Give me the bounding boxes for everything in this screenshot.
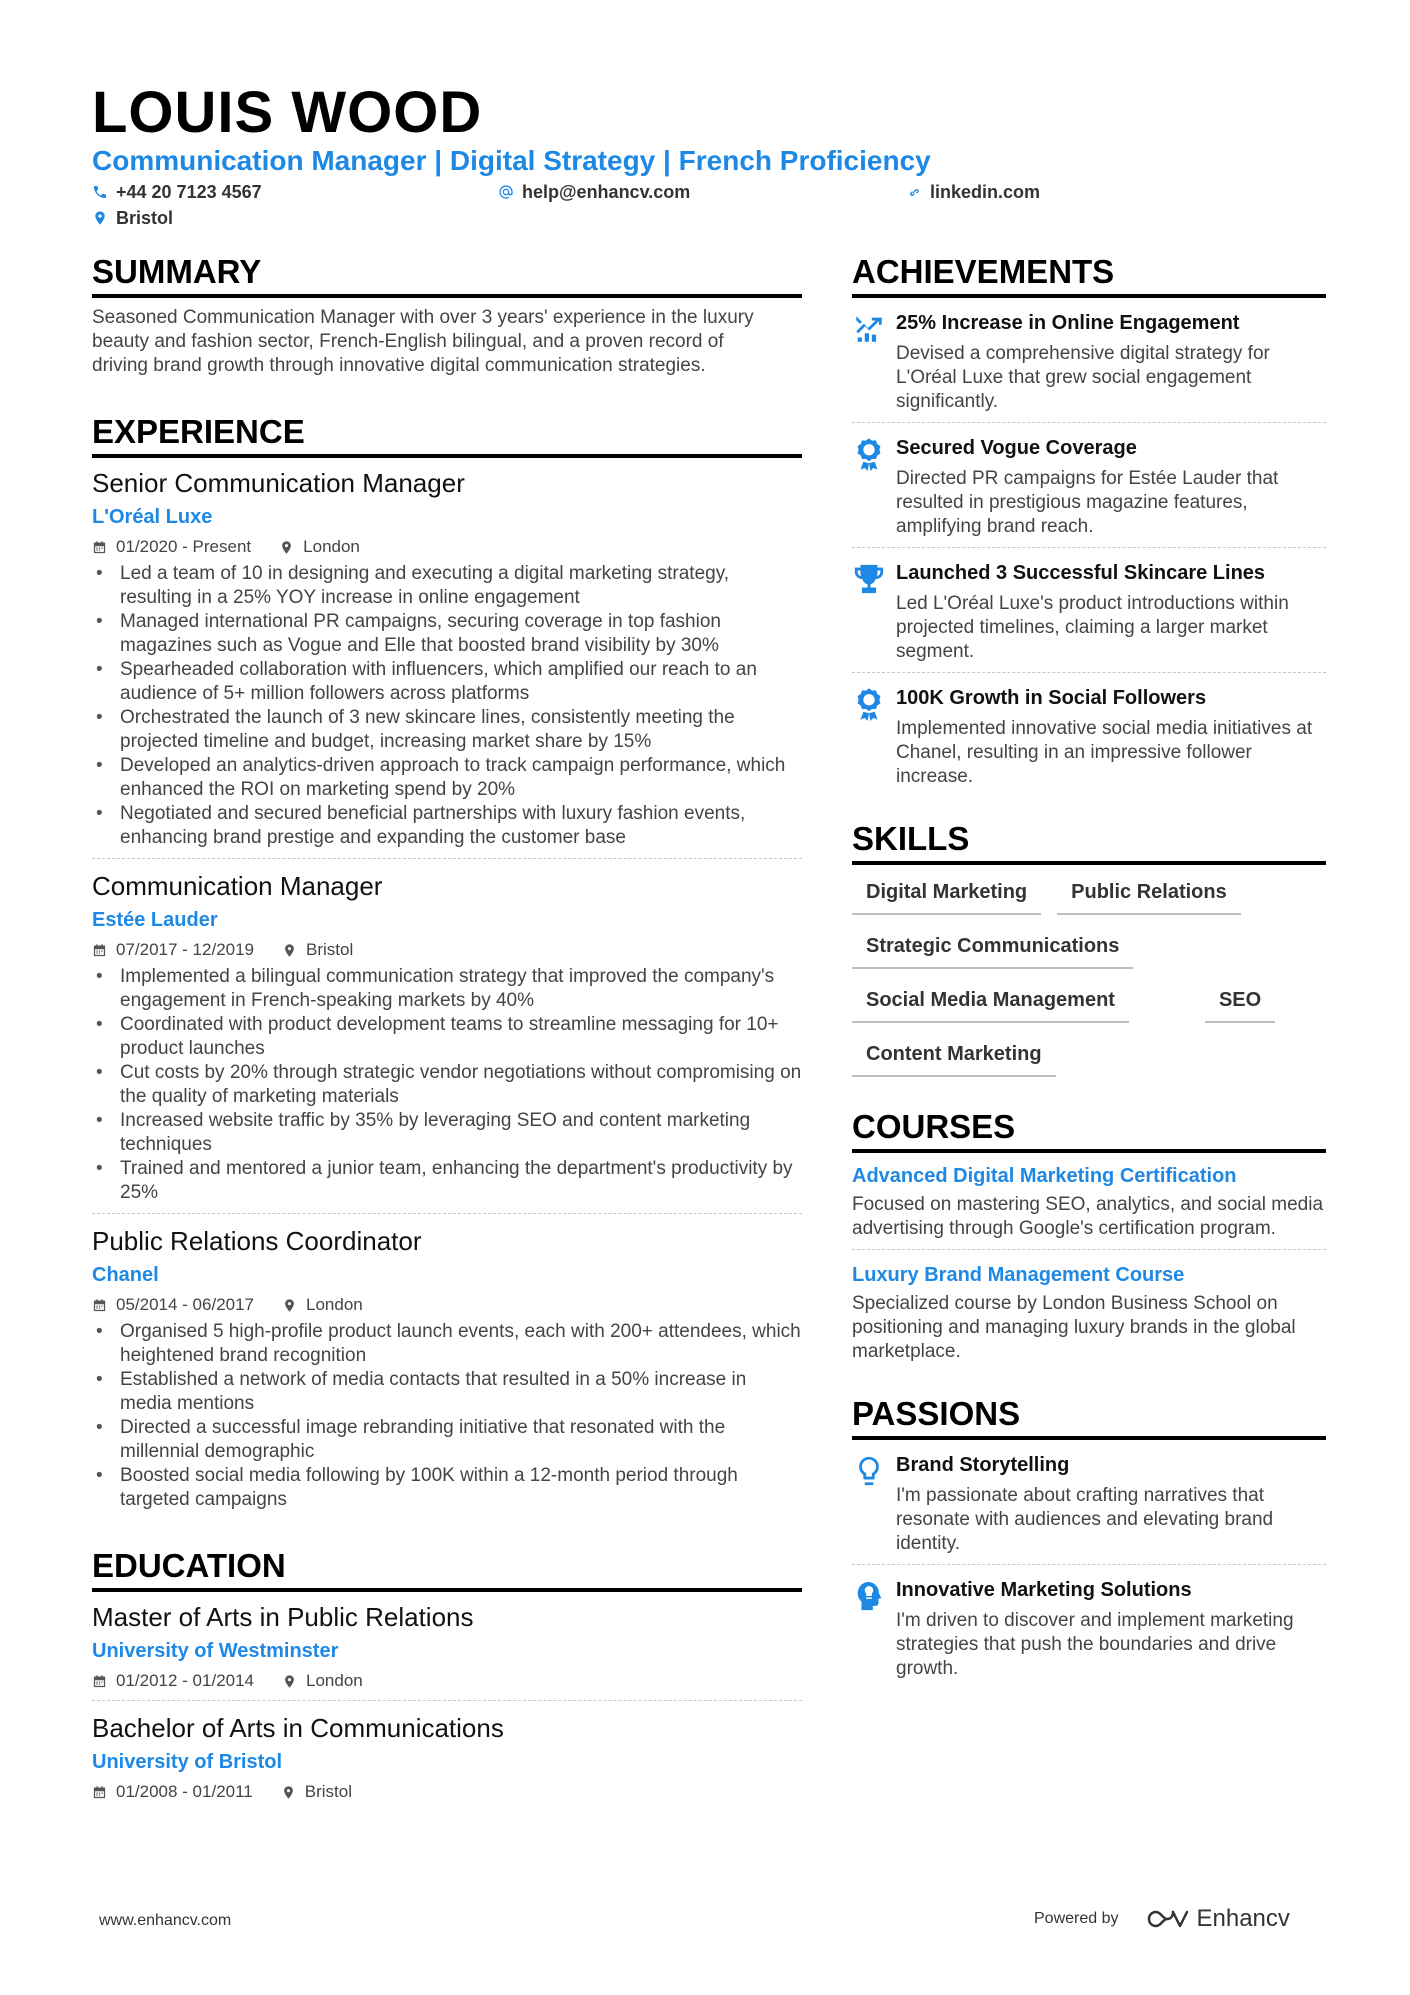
- degree-title: Master of Arts in Public Relations: [92, 1602, 474, 1632]
- job-company: L'Oréal Luxe: [92, 506, 213, 528]
- job-bullet: • Spearheaded collaboration with influencers, which amplified our reach to an audience of 5+ million followers across platforms: [92, 658, 802, 706]
- enhancv-brand-text: Enhancv: [1196, 1905, 1290, 1932]
- course-desc: Specialized course by London Business School on positioning and managing luxury brands in the global marketplace.: [852, 1293, 1296, 1362]
- skill-tag: Public Relations: [1057, 879, 1241, 915]
- enhancv-logo[interactable]: [1145, 1905, 1290, 1933]
- skill-tag: Digital Marketing: [852, 879, 1041, 915]
- school-name: University of Westminster: [92, 1640, 339, 1662]
- achievement-desc: Led L'Oréal Luxe's product introductions within projected timelines, claiming a larger market segment.: [896, 593, 1289, 662]
- award-ribbon-icon: [852, 685, 896, 789]
- degree-title: Bachelor of Arts in Communications: [92, 1713, 504, 1743]
- education-meta: [92, 1781, 802, 1803]
- job-bullet: • Developed an analytics-driven approach to track campaign performance, which enhanced the ROI on marketing spend by 20%: [92, 754, 802, 802]
- education-section: [92, 1546, 802, 1803]
- job-title: Communication Manager: [92, 871, 383, 901]
- education-location-wrap: [282, 1670, 363, 1692]
- divider: [92, 1213, 802, 1214]
- job-entry: [92, 1224, 802, 1512]
- calendar-icon: [92, 540, 107, 555]
- course-item: [852, 1163, 1326, 1241]
- achievement-title: Secured Vogue Coverage: [896, 437, 1137, 459]
- job-company: Chanel: [92, 1264, 159, 1286]
- passion-title: Brand Storytelling: [896, 1454, 1070, 1476]
- job-location: Bristol: [306, 940, 354, 959]
- education-location: Bristol: [304, 1782, 352, 1801]
- location-pin-icon: [282, 943, 297, 958]
- achievement-item: [852, 560, 1326, 664]
- job-location: London: [303, 537, 360, 556]
- location-pin-icon: [92, 210, 108, 226]
- passion-item: [852, 1577, 1326, 1681]
- achievement-item: [852, 310, 1326, 414]
- experience-section: [92, 412, 802, 1512]
- divider: [852, 672, 1326, 673]
- job-bullet: • Increased website traffic by 35% by leveraging SEO and content marketing techniques: [92, 1109, 802, 1157]
- courses-section: [852, 1107, 1326, 1364]
- achievement-desc: Implemented innovative social media initiatives at Chanel, resulting in an impressive follower increase.: [896, 718, 1313, 787]
- left-column: [92, 252, 802, 1803]
- candidate-name: LOUIS WOOD: [92, 80, 483, 145]
- divider: [852, 547, 1326, 548]
- job-bullet: • Boosted social media following by 100K within a 12-month period through targeted campaigns: [92, 1464, 802, 1512]
- job-bullet: • Implemented a bilingual communication strategy that improved the company's engagement in French-speaking markets by 40%: [92, 965, 802, 1013]
- job-bullet: • Trained and mentored a junior team, enhancing the department's productivity by 25%: [92, 1157, 802, 1205]
- job-entry: [92, 466, 802, 850]
- job-bullet: • Organised 5 high-profile product launch events, each with 200+ attendees, which heightened brand recognition: [92, 1320, 802, 1368]
- linkedin-text: linkedin.com: [930, 182, 1041, 202]
- experience-heading: EXPERIENCE: [92, 412, 802, 458]
- calendar-icon: [92, 1298, 107, 1313]
- growth-icon: [852, 310, 896, 414]
- achievement-title: 100K Growth in Social Followers: [896, 687, 1207, 709]
- education-entry: [92, 1600, 802, 1692]
- education-dates: 01/2008 - 01/2011: [116, 1782, 253, 1801]
- job-bullet: • Orchestrated the launch of 3 new skincare lines, consistently meeting the projected timeline and budget, increasing market share by 15%: [92, 706, 802, 754]
- contact-location: [92, 207, 173, 229]
- lightbulb-icon: [852, 1452, 896, 1556]
- phone-text: +44 20 7123 4567: [116, 182, 262, 202]
- passion-item: [852, 1452, 1326, 1556]
- enhancv-logo-icon: [1145, 1907, 1191, 1931]
- school-name: University of Bristol: [92, 1751, 283, 1773]
- job-bullets: [92, 965, 802, 1205]
- job-company: Estée Lauder: [92, 909, 218, 931]
- skill-tag: Strategic Communications: [852, 933, 1133, 969]
- job-dates: 07/2017 - 12/2019: [116, 940, 255, 959]
- course-title: Luxury Brand Management Course: [852, 1264, 1185, 1286]
- right-column: [852, 252, 1326, 1681]
- divider: [852, 422, 1326, 423]
- education-location-wrap: [281, 1781, 352, 1803]
- contact-email[interactable]: [498, 181, 690, 203]
- education-meta: [92, 1670, 802, 1692]
- location-pin-icon: [279, 540, 294, 555]
- passion-desc: I'm driven to discover and implement marketing strategies that push the boundaries and drive growth.: [896, 1610, 1294, 1679]
- job-bullet: • Negotiated and secured beneficial partnerships with luxury fashion events, enhancing brand prestige and expanding the customer base: [92, 802, 802, 850]
- job-bullet: • Led a team of 10 in designing and executing a digital marketing strategy, resulting in a 25% YOY increase in online engagement: [92, 562, 802, 610]
- job-location-wrap: [279, 536, 360, 558]
- link-icon: [906, 184, 922, 200]
- job-bullets: [92, 1320, 802, 1512]
- candidate-tagline: Communication Manager | Digital Strategy | French Proficiency: [92, 145, 931, 176]
- divider: [852, 1564, 1326, 1565]
- skill-tag: SEO: [1205, 987, 1275, 1023]
- achievements-heading: ACHIEVEMENTS: [852, 252, 1326, 298]
- job-dates: 01/2020 - Present: [116, 537, 252, 556]
- courses-heading: COURSES: [852, 1107, 1326, 1153]
- achievement-item: [852, 685, 1326, 789]
- job-bullet: • Established a network of media contacts that resulted in a 50% increase in media mentions: [92, 1368, 802, 1416]
- skills-section: [852, 819, 1326, 1077]
- job-meta: [92, 1294, 802, 1316]
- at-sign-icon: [498, 184, 514, 200]
- calendar-icon: [92, 943, 107, 958]
- passions-section: [852, 1394, 1326, 1681]
- job-bullet: • Directed a successful image rebranding initiative that resonated with the millennial demographic: [92, 1416, 802, 1464]
- education-location: London: [306, 1671, 363, 1690]
- skill-tag: Content Marketing: [852, 1041, 1056, 1077]
- achievement-title: Launched 3 Successful Skincare Lines: [896, 562, 1266, 584]
- passion-desc: I'm passionate about crafting narratives that resonate with audiences and elevating brand identity.: [896, 1485, 1274, 1554]
- job-meta: [92, 939, 802, 961]
- head-idea-icon: [852, 1577, 896, 1681]
- achievements-section: [852, 252, 1326, 789]
- job-bullet: • Coordinated with product development teams to streamline messaging for 10+ product launches: [92, 1013, 802, 1061]
- achievement-desc: Devised a comprehensive digital strategy for L'Oréal Luxe that grew social engagement significantly.: [896, 343, 1270, 412]
- calendar-icon: [92, 1674, 107, 1689]
- job-entry: [92, 869, 802, 1205]
- achievement-desc: Directed PR campaigns for Estée Lauder that resulted in prestigious magazine features, amplifying brand reach.: [896, 468, 1279, 537]
- skills-list: [852, 879, 1326, 1077]
- contact-linkedin[interactable]: [906, 181, 1040, 203]
- location-text: Bristol: [116, 208, 174, 228]
- job-location-wrap: [282, 1294, 363, 1316]
- education-dates: 01/2012 - 01/2014: [116, 1671, 255, 1690]
- passion-title: Innovative Marketing Solutions: [896, 1579, 1192, 1601]
- skill-tag: Social Media Management: [852, 987, 1129, 1023]
- divider: [92, 858, 802, 859]
- phone-icon: [92, 184, 108, 200]
- achievement-title: 25% Increase in Online Engagement: [896, 312, 1240, 334]
- achievement-item: [852, 435, 1326, 539]
- divider: [852, 1249, 1326, 1250]
- job-location-wrap: [282, 939, 353, 961]
- summary-text: Seasoned Communication Manager with over 3 years' experience in the luxury beauty and fashion sector, French-English bilingual, and a proven record of driving brand growth through innovative digital communication strategies.: [92, 307, 754, 376]
- course-desc: Focused on mastering SEO, analytics, and social media advertising through Google's certification program.: [852, 1194, 1324, 1239]
- job-bullets: [92, 562, 802, 850]
- contact-phone: [92, 181, 262, 203]
- location-pin-icon: [282, 1674, 297, 1689]
- education-heading: EDUCATION: [92, 1546, 802, 1592]
- education-entry: [92, 1711, 802, 1803]
- job-dates: 05/2014 - 06/2017: [116, 1295, 255, 1314]
- footer-powered-by: [1034, 1905, 1290, 1933]
- summary-heading: SUMMARY: [92, 252, 802, 298]
- course-title: Advanced Digital Marketing Certification: [852, 1165, 1237, 1187]
- footer-website[interactable]: www.enhancv.com: [99, 1912, 232, 1929]
- job-title: Public Relations Coordinator: [92, 1226, 422, 1256]
- job-title: Senior Communication Manager: [92, 468, 465, 498]
- skills-heading: SKILLS: [852, 819, 1326, 865]
- course-item: [852, 1262, 1326, 1364]
- location-pin-icon: [281, 1785, 296, 1800]
- calendar-icon: [92, 1785, 107, 1800]
- email-text: help@enhancv.com: [522, 182, 691, 202]
- award-ribbon-icon: [852, 435, 896, 539]
- divider: [92, 1700, 802, 1701]
- job-meta: [92, 536, 802, 558]
- summary-section: [92, 252, 802, 378]
- job-bullet: • Cut costs by 20% through strategic vendor negotiations without compromising on the quality of marketing materials: [92, 1061, 802, 1109]
- trophy-icon: [852, 560, 896, 664]
- passions-heading: PASSIONS: [852, 1394, 1326, 1440]
- job-bullet: • Managed international PR campaigns, securing coverage in top fashion magazines such as Vogue and Elle that boosted brand visibility by 30%: [92, 610, 802, 658]
- job-location: London: [306, 1295, 363, 1314]
- powered-by-text: Powered by: [1034, 1910, 1119, 1927]
- location-pin-icon: [282, 1298, 297, 1313]
